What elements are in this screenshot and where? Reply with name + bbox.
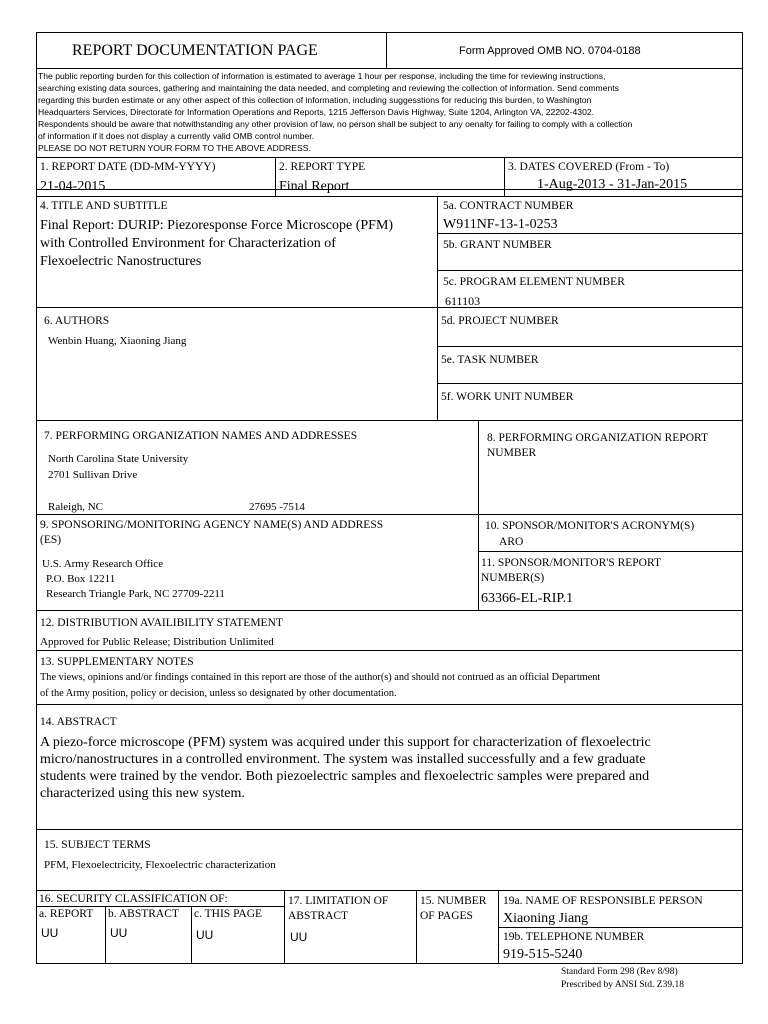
field-2-report-type xyxy=(275,157,505,197)
field-9-sponsoring-agency xyxy=(36,514,479,611)
field-5b-grant-number xyxy=(437,233,743,271)
field-label: NUMBER(S) xyxy=(481,572,545,584)
header-omb-box xyxy=(386,32,743,69)
page-title: REPORT DOCUMENTATION PAGE xyxy=(72,42,318,59)
field-label: 5b. GRANT NUMBER xyxy=(443,239,552,251)
field-label: b. ABSTRACT xyxy=(108,908,179,920)
burden-line: of information if it does not display a currently valid OMB control number. xyxy=(38,131,315,141)
field-3-dates-covered xyxy=(504,157,743,197)
agency-name: U.S. Army Research Office xyxy=(42,558,164,570)
field-value: 919-515-5240 xyxy=(503,947,583,962)
field-6-authors xyxy=(36,307,438,421)
field-label: 5d. PROJECT NUMBER xyxy=(441,315,559,327)
field-value: Wenbin Huang, Xiaoning Jiang xyxy=(48,335,187,347)
field-label: 11. SPONSOR/MONITOR'S REPORT xyxy=(481,557,661,569)
field-value: Final Report xyxy=(279,179,350,194)
abstract-line: A piezo-force microscope (PFM) system was acquired under this support for characterization of flexoelectric xyxy=(40,735,651,750)
field-value: 611103 xyxy=(445,294,481,308)
field-label: 5e. TASK NUMBER xyxy=(441,354,539,366)
notes-line: The views, opinions and/or findings contained in this report are those of the author(s) and should not contrued as an official Department xyxy=(40,672,601,683)
abstract-line: characterized using this new system. xyxy=(40,786,245,801)
burden-line: Respondents should be aware that notwithstanding any other provision of law, no person shall be subject to any oenalty for failing to comply with a collection xyxy=(38,119,633,129)
standard-form-note: Standard Form 298 (Rev 8/98) xyxy=(561,967,678,977)
field-8-performing-org-report-number xyxy=(478,420,743,515)
field-5c-program-element xyxy=(437,270,743,308)
field-value: 1-Aug-2013 - 31-Jan-2015 xyxy=(537,177,688,192)
org-city: Raleigh, NC xyxy=(48,501,103,513)
org-name: North Carolina State University xyxy=(48,453,189,465)
field-label: (ES) xyxy=(40,534,62,546)
field-value: 63366-EL-RIP.1 xyxy=(481,591,574,606)
field-15-number-of-pages xyxy=(416,890,499,964)
field-label: 5f. WORK UNIT NUMBER xyxy=(441,391,574,403)
field-label: 7. PERFORMING ORGANIZATION NAMES AND ADDRESSES xyxy=(44,430,358,442)
field-label: 13. SUPPLEMENTARY NOTES xyxy=(40,656,194,668)
abstract-line: students were trained by the vendor. Both piezoelectric samples and flexoelectric samples were prepared and xyxy=(40,769,650,784)
field-16a-report xyxy=(36,906,106,964)
field-label: 2. REPORT TYPE xyxy=(279,161,366,173)
field-5f-work-unit-number xyxy=(437,383,743,421)
burden-warning: PLEASE DO NOT RETURN YOUR FORM TO THE ABOVE ADDRESS. xyxy=(38,143,311,153)
field-label: 1. REPORT DATE (DD-MM-YYYY) xyxy=(40,161,216,173)
agency-city: Research Triangle Park, NC 27709-2211 xyxy=(46,588,225,600)
field-12-distribution xyxy=(36,610,743,651)
ansi-note: Prescribed by ANSI Std. Z39.18 xyxy=(561,980,684,990)
field-label: 6. AUTHORS xyxy=(44,315,110,327)
abstract-line: micro/nanostructures in a controlled environment. The system was installed successfully and a few graduate xyxy=(40,752,646,767)
field-label: 10. SPONSOR/MONITOR'S ACRONYM(S) xyxy=(485,520,695,532)
field-5a-contract-number xyxy=(437,196,743,234)
field-value: 21-04-2015 xyxy=(40,179,106,194)
field-label: a. REPORT xyxy=(39,908,94,920)
field-label: 16. SECURITY CLASSIFICATION OF: xyxy=(39,893,228,905)
field-10-sponsor-acronym xyxy=(478,514,743,552)
burden-line: regarding this burden estimate or any other aspect of this collection of information, including suggesstions for reducing this burden, to Washington xyxy=(38,95,592,105)
field-16-security-classification xyxy=(36,890,285,907)
field-value: PFM, Flexoelectricity, Flexoelectric characterization xyxy=(44,859,276,871)
field-7-performing-organization xyxy=(36,420,479,515)
field-value: W911NF-13-1-0253 xyxy=(443,217,558,232)
burden-line: The public reporting burden for this collection of information is estimated to average 1 hour per response, including the time for reviewing instructions, xyxy=(38,71,606,81)
field-label: 5c. PROGRAM ELEMENT NUMBER xyxy=(443,276,625,288)
field-label: 9. SPONSORING/MONITORING AGENCY NAME(S) AND ADDRESS xyxy=(40,519,384,531)
title-line: Flexoelectric Nanostructures xyxy=(40,254,202,269)
omb-number: Form Approved OMB NO. 0704-0188 xyxy=(459,45,641,57)
burden-line: Headquarters Services, Directorate for Information Operations and Reports, 1215 Jefferson Davis Highway, Suite 1204, Arlington VA, 22202-4302. xyxy=(38,107,595,117)
field-label: 5a. CONTRACT NUMBER xyxy=(443,200,574,212)
field-19b-telephone-number xyxy=(498,927,743,964)
field-11-sponsor-report-number xyxy=(478,551,743,611)
field-label: 15. NUMBER xyxy=(420,895,487,907)
field-16c-this-page xyxy=(191,906,285,964)
field-label: 12. DISTRIBUTION AVAILIBILITY STATEMENT xyxy=(40,617,283,629)
header-title-box xyxy=(36,32,387,69)
field-label: NUMBER xyxy=(487,447,537,459)
title-line: with Controlled Environment for Characterization of xyxy=(40,236,336,251)
field-4-title xyxy=(36,196,438,308)
field-label: ABSTRACT xyxy=(288,910,349,922)
field-1-report-date xyxy=(36,157,276,197)
field-19a-responsible-person xyxy=(498,890,743,928)
field-label: 14. ABSTRACT xyxy=(40,716,117,728)
field-label: OF PAGES xyxy=(420,910,473,922)
field-value: Approved for Public Release; Distribution Unlimited xyxy=(40,636,274,648)
org-street: 2701 Sullivan Drive xyxy=(48,469,138,481)
field-label: 19b. TELEPHONE NUMBER xyxy=(503,931,645,943)
field-label: 17. LIMITATION OF xyxy=(288,895,389,907)
agency-box: P.O. Box 12211 xyxy=(46,573,116,585)
field-value: UU xyxy=(110,926,128,940)
field-value: UU xyxy=(41,926,59,940)
burden-line: searching existing data sources, gathering and maintaining the data needed, and completing and reviewing the collection of information. Send comments xyxy=(38,83,619,93)
field-5d-project-number xyxy=(437,307,743,347)
field-label: c. THIS PAGE xyxy=(194,908,263,920)
field-value: ARO xyxy=(499,536,524,548)
field-5e-task-number xyxy=(437,346,743,384)
field-value: UU xyxy=(196,928,214,942)
notes-line: of the Army position, policy or decision, unless so designated by other documentation. xyxy=(40,688,397,699)
field-label: 4. TITLE AND SUBTITLE xyxy=(40,200,168,212)
field-label: 19a. NAME OF RESPONSIBLE PERSON xyxy=(503,895,703,907)
field-14-abstract xyxy=(36,704,743,830)
org-zip: 27695 -7514 xyxy=(249,501,305,513)
field-value: Xiaoning Jiang xyxy=(503,911,589,926)
field-13-supplementary-notes xyxy=(36,650,743,705)
title-line: Final Report: DURIP: Piezoresponse Force Microscope (PFM) xyxy=(40,218,394,233)
field-17-limitation-of-abstract xyxy=(284,890,417,964)
field-label: 8. PERFORMING ORGANIZATION REPORT xyxy=(487,432,709,444)
field-label: 15. SUBJECT TERMS xyxy=(44,839,151,851)
field-label: 3. DATES COVERED (From - To) xyxy=(508,161,670,173)
field-value: UU xyxy=(290,930,308,944)
field-16b-abstract xyxy=(105,906,192,964)
field-15-subject-terms xyxy=(36,829,743,891)
